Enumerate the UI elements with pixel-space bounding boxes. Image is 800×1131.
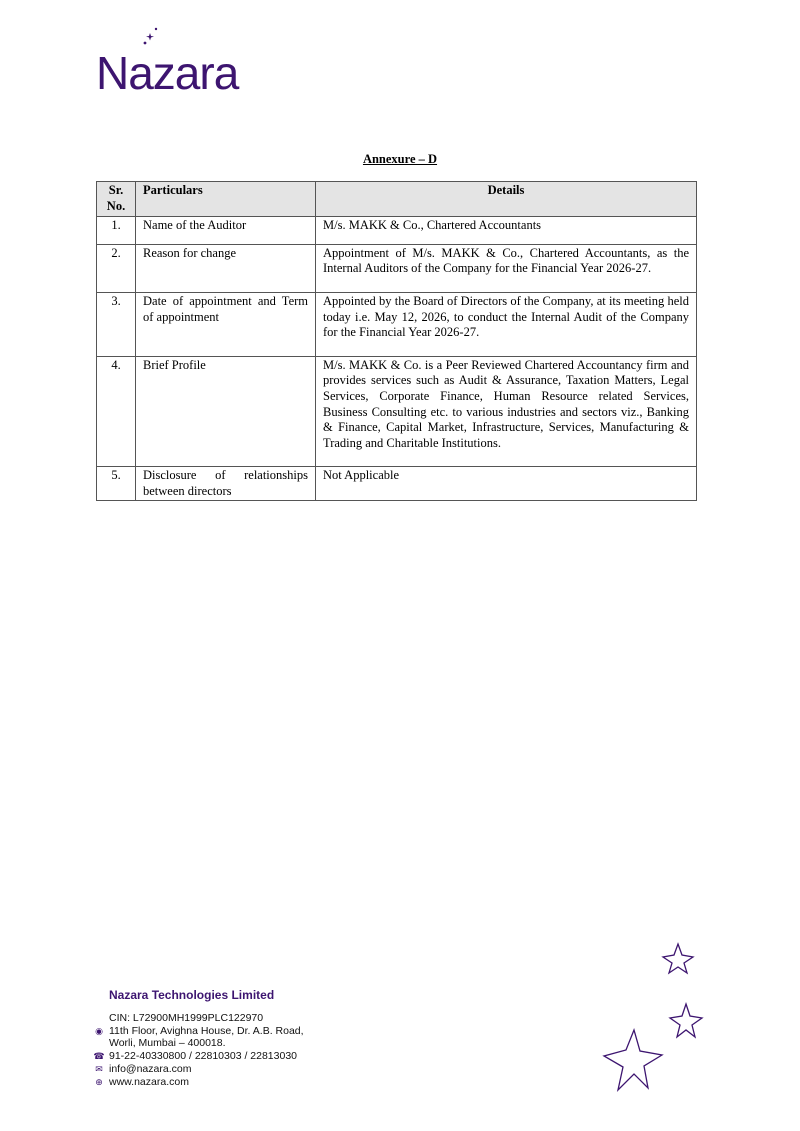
globe-icon: ⊕ [95, 1076, 103, 1087]
row-particulars: Brief Profile [136, 356, 316, 467]
footer-phone-row [92, 1050, 304, 1063]
header-sr-no: Sr. No. [97, 182, 136, 217]
row-details: Appointment of M/s. MAKK & Co., Chartered Accountants, as the Internal Auditors of the Company for the Financial Year 2026-27. [316, 244, 697, 292]
footer-email: info@nazara.com [109, 1062, 192, 1075]
footer-address-line2: Worli, Mumbai – 400018. [109, 1037, 226, 1050]
row-sr-no: 2. [97, 244, 136, 292]
star-decoration-icon [590, 938, 720, 1108]
table-row [97, 356, 697, 467]
footer-website: www.nazara.com [109, 1075, 189, 1088]
table-row [97, 244, 697, 292]
footer-contact-info [92, 1012, 304, 1088]
table-row [97, 467, 697, 500]
row-sr-no: 3. [97, 292, 136, 356]
annexure-table [96, 181, 697, 501]
footer-website-row [92, 1076, 304, 1089]
nazara-logo [96, 26, 256, 102]
row-details: M/s. MAKK & Co., Chartered Accountants [316, 217, 697, 245]
row-sr-no: 5. [97, 467, 136, 500]
row-details: Appointed by the Board of Directors of the Company, at its meeting held today i.e. May 12, 2026, to conduct the Internal Audit of the Company for the Financial Year 2026-27. [316, 292, 697, 356]
footer-company-name: Nazara Technologies Limited [109, 988, 275, 1002]
footer-cin: CIN: L72900MH1999PLC122970 [109, 1012, 264, 1024]
footer-address-line1: 11th Floor, Avighna House, Dr. A.B. Road, [109, 1024, 304, 1037]
table-row [97, 292, 697, 356]
footer-phone: 91-22-40330800 / 22810303 / 22813030 [109, 1050, 298, 1063]
row-sr-no: 4. [97, 356, 136, 467]
annexure-title: Annexure – D [362, 152, 438, 166]
footer-cin-row [92, 1012, 304, 1025]
row-particulars: Disclosure of relationships between directors [136, 467, 316, 500]
row-sr-no: 1. [97, 217, 136, 245]
row-particulars: Reason for change [136, 244, 316, 292]
row-particulars: Name of the Auditor [136, 217, 316, 245]
mail-icon: ✉ [95, 1063, 103, 1074]
header-particulars: Particulars [136, 182, 316, 217]
footer-address-row [92, 1025, 304, 1050]
logo-wordmark: Nazara [96, 47, 239, 99]
header-details: Details [316, 182, 697, 217]
row-details: M/s. MAKK & Co. is a Peer Reviewed Chartered Accountancy firm and provides services such as Audit & Assurance, Taxation Matters, Legal Services, Corporate Finance, Human Resource related Services, Business Consulting etc. to various industries and sectors viz., Banking & Finance, Capital Market, Infrastructure, Services, Manufacturing & Trading and Charitable Institutions. [316, 356, 697, 467]
phone-icon: ☎ [93, 1051, 105, 1062]
table-row [97, 217, 697, 245]
footer [92, 988, 304, 1088]
table-header-row [97, 182, 697, 217]
row-particulars: Date of appointment and Term of appointment [136, 292, 316, 356]
footer-email-row [92, 1063, 304, 1076]
row-details: Not Applicable [316, 467, 697, 500]
location-pin-icon: ◉ [95, 1025, 103, 1036]
